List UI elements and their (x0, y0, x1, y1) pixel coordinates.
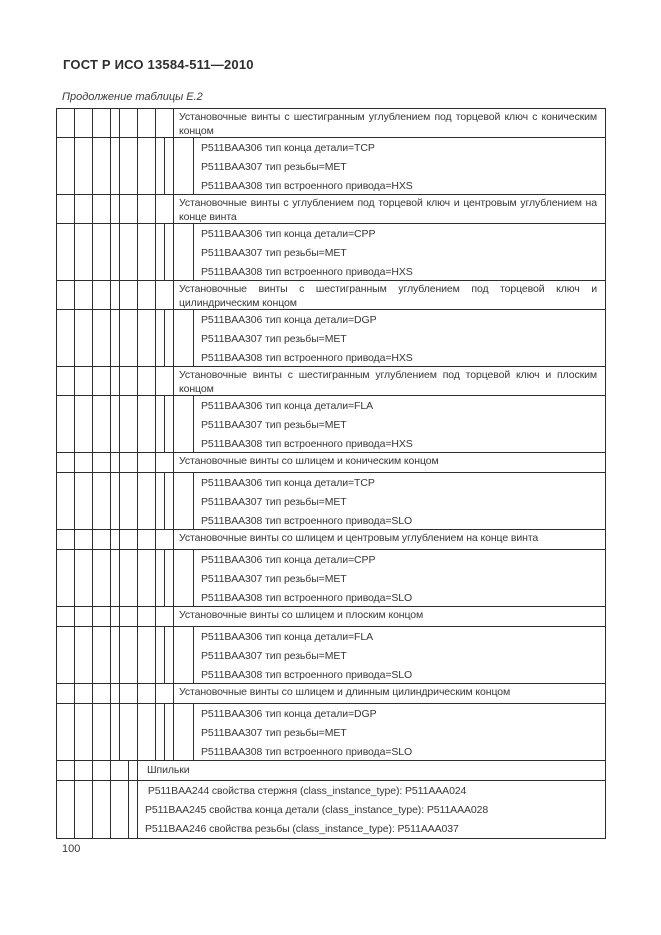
section-row-studs (57, 761, 605, 781)
indent-cell (156, 453, 174, 472)
group-header-row (57, 530, 605, 550)
property-line: P511BAA307 тип резьбы=MET (201, 419, 347, 431)
indent-cell (138, 473, 156, 529)
indent-cell (111, 224, 120, 280)
property-line: P511BAA306 тип конца детали=TCP (201, 142, 375, 154)
indent-cell (120, 607, 138, 626)
indent-cell (93, 224, 111, 280)
indent-cell (120, 627, 138, 683)
property-line: P511BAA307 тип резьбы=MET (201, 496, 347, 508)
indent-cell (174, 310, 194, 366)
indent-cell (57, 704, 75, 760)
indent-cell (93, 781, 111, 838)
group-details-row (57, 138, 605, 195)
property-line: P511BAA306 тип конца детали=DGP (201, 314, 377, 326)
group-details-row (57, 627, 605, 684)
indent-cell (57, 684, 75, 703)
property-line: P511BAA308 тип встроенного привода=SLO (201, 669, 413, 681)
indent-cell (165, 550, 174, 606)
indent-cell (75, 138, 93, 194)
indent-cell (111, 195, 120, 223)
indent-cell (111, 310, 120, 366)
indent-cell (111, 704, 120, 760)
group-header-text: Установочные винты со шлицем и длинным цилиндрическим концом (179, 686, 511, 698)
indent-cell (174, 396, 194, 452)
group-details-cell (194, 138, 605, 194)
indent-cell (57, 310, 75, 366)
indent-cell (93, 704, 111, 760)
indent-cell (138, 684, 156, 703)
indent-cell (75, 396, 93, 452)
indent-cell (57, 530, 75, 549)
indent-cell (111, 453, 120, 472)
indent-cell (93, 367, 111, 395)
group-details-row (57, 224, 605, 281)
indent-cell (120, 310, 138, 366)
indent-cell (156, 138, 165, 194)
indent-cell (174, 550, 194, 606)
indent-cell (111, 530, 120, 549)
indent-cell (138, 109, 156, 137)
table-caption: Продолжение таблицы Е.2 (62, 91, 203, 103)
indent-cell (93, 453, 111, 472)
indent-cell (174, 224, 194, 280)
indent-cell (93, 530, 111, 549)
indent-cell (156, 396, 165, 452)
property-line: P511BAA306 тип конца детали=CPP (201, 554, 376, 566)
indent-cell (93, 761, 111, 780)
indent-cell (111, 367, 120, 395)
property-line: P511BAA307 тип резьбы=MET (201, 161, 347, 173)
indent-cell (75, 224, 93, 280)
indent-cell (93, 607, 111, 626)
group-header-row (57, 367, 605, 396)
indent-cell (165, 704, 174, 760)
indent-cell (138, 396, 156, 452)
indent-cell (120, 684, 138, 703)
group-details-cell (194, 627, 605, 683)
property-line: P511BAA306 тип конца детали=FLA (201, 400, 374, 412)
group-details-cell (194, 224, 605, 280)
indent-cell (174, 473, 194, 529)
indent-cell (111, 627, 120, 683)
properties-row (57, 781, 605, 838)
indent-cell (156, 684, 174, 703)
indent-cell (93, 550, 111, 606)
group-details-cell (194, 396, 605, 452)
indent-cell (75, 281, 93, 309)
indent-cell (138, 138, 156, 194)
indent-cell (138, 281, 156, 309)
indent-cell (165, 138, 174, 194)
indent-cell (138, 550, 156, 606)
group-details-cell (194, 550, 605, 606)
indent-cell (138, 224, 156, 280)
property-line: P511BAA308 тип встроенного привода=SLO (201, 515, 413, 527)
group-details-cell (194, 310, 605, 366)
indent-cell (75, 704, 93, 760)
property-line: P511BAA308 тип встроенного привода=SLO (201, 746, 413, 758)
property-line: P511BAA307 тип резьбы=MET (201, 650, 347, 662)
indent-cell (156, 607, 174, 626)
property-line: P511BAA306 тип конца детали=FLA (201, 631, 374, 643)
indent-cell (75, 550, 93, 606)
indent-cell (75, 195, 93, 223)
indent-cell (156, 550, 165, 606)
property-line: P511BAA308 тип встроенного привода=HXS (201, 352, 413, 364)
indent-cell (75, 109, 93, 137)
indent-cell (111, 761, 129, 780)
indent-cell (120, 530, 138, 549)
indent-cell (93, 627, 111, 683)
indent-cell (111, 684, 120, 703)
property-line: P511BAA307 тип резьбы=MET (201, 333, 347, 345)
page-number: 100 (62, 843, 81, 855)
indent-cell (57, 195, 75, 223)
indent-cell (93, 109, 111, 137)
indent-cell (138, 607, 156, 626)
indent-cell (120, 453, 138, 472)
property-line: P511BAA307 тип резьбы=MET (201, 247, 347, 259)
indent-cell (57, 473, 75, 529)
indent-cell (120, 704, 138, 760)
group-details-row (57, 396, 605, 453)
indent-cell (156, 627, 165, 683)
group-header-text: Установочные винты со шлицем и плоским концом (179, 609, 424, 621)
indent-cell (93, 138, 111, 194)
indent-cell (156, 109, 174, 137)
property-line: P511BAA306 тип конца детали=DGP (201, 708, 377, 720)
property-line: P511BAA245 свойства конца детали (class_instance_type): P511AAA028 (145, 804, 489, 816)
indent-cell (156, 310, 165, 366)
indent-cell (57, 281, 75, 309)
group-header-row (57, 607, 605, 627)
indent-cell (138, 453, 156, 472)
indent-cell (93, 195, 111, 223)
indent-cell (174, 138, 194, 194)
group-header-row (57, 684, 605, 704)
indent-cell (75, 684, 93, 703)
indent-cell (57, 550, 75, 606)
indent-cell (120, 138, 138, 194)
group-header-text: Установочные винты с углублением под торцевой ключ и центровым углублением на конце винта (179, 197, 597, 223)
indent-cell (174, 627, 194, 683)
indent-cell (174, 704, 194, 760)
property-line: P511BAA308 тип встроенного привода=HXS (201, 180, 413, 192)
property-line: P511BAA307 тип резьбы=MET (201, 573, 347, 585)
indent-cell (57, 396, 75, 452)
table (56, 108, 606, 839)
indent-cell (75, 473, 93, 529)
indent-cell (120, 396, 138, 452)
indent-cell (138, 627, 156, 683)
indent-cell (111, 473, 120, 529)
indent-cell (75, 453, 93, 472)
indent-cell (120, 224, 138, 280)
indent-cell (57, 761, 75, 780)
indent-cell (75, 781, 93, 838)
group-header-row (57, 281, 605, 310)
indent-cell (120, 281, 138, 309)
property-line: P511BAA244 свойства стержня (class_instance_type): P511AAA024 (145, 785, 467, 797)
indent-cell (111, 550, 120, 606)
group-details-row (57, 704, 605, 761)
group-details-row (57, 310, 605, 367)
indent-cell (75, 761, 93, 780)
indent-cell (165, 224, 174, 280)
indent-cell (93, 281, 111, 309)
indent-cell (120, 195, 138, 223)
indent-cell (75, 607, 93, 626)
group-details-cell (194, 473, 605, 529)
indent-cell (156, 530, 174, 549)
indent-cell (57, 627, 75, 683)
group-header-text: Установочные винты со шлицем и центровым углублением на конце винта (179, 532, 539, 544)
indent-cell (93, 684, 111, 703)
indent-cell (57, 109, 75, 137)
indent-cell (138, 704, 156, 760)
indent-cell (111, 607, 120, 626)
indent-cell (93, 310, 111, 366)
indent-cell (165, 310, 174, 366)
indent-cell (111, 109, 120, 137)
property-line: P511BAA308 тип встроенного привода=HXS (201, 266, 413, 278)
indent-cell (120, 473, 138, 529)
group-header-row (57, 109, 605, 138)
indent-cell (93, 473, 111, 529)
indent-cell (75, 627, 93, 683)
indent-cell (75, 310, 93, 366)
group-header-text: Установочные винты с шестигранным углублением под торцевой ключ и цилиндрическим концом (179, 283, 597, 309)
indent-cell (75, 367, 93, 395)
indent-cell (138, 310, 156, 366)
indent-cell (57, 453, 75, 472)
group-header-row (57, 195, 605, 224)
group-header-text: Установочные винты с шестигранным углублением под торцевой ключ с коническим концом (179, 111, 597, 137)
indent-cell (120, 367, 138, 395)
document-header: ГОСТ Р ИСО 13584-511—2010 (63, 57, 254, 72)
indent-cell (156, 367, 174, 395)
indent-cell (165, 627, 174, 683)
indent-cell (57, 367, 75, 395)
indent-cell (111, 396, 120, 452)
indent-cell (138, 195, 156, 223)
indent-cell (57, 781, 75, 838)
indent-cell (165, 396, 174, 452)
group-header-text: Установочные винты со шлицем и коническим концом (179, 455, 439, 467)
property-line: P511BAA307 тип резьбы=MET (201, 727, 347, 739)
group-details-row (57, 550, 605, 607)
indent-cell (120, 109, 138, 137)
group-header-row (57, 453, 605, 473)
property-line: P511BAA308 тип встроенного привода=HXS (201, 438, 413, 450)
indent-cell (165, 473, 174, 529)
indent-cell (129, 761, 138, 780)
property-line: P511BAA306 тип конца детали=CPP (201, 228, 376, 240)
indent-cell (156, 704, 165, 760)
indent-cell (156, 473, 165, 529)
indent-cell (57, 138, 75, 194)
indent-cell (111, 781, 129, 838)
indent-cell (138, 530, 156, 549)
indent-cell (57, 224, 75, 280)
indent-cell (156, 281, 174, 309)
indent-cell (156, 224, 165, 280)
indent-cell (129, 781, 138, 838)
group-details-cell (194, 704, 605, 760)
property-line: P511BAA308 тип встроенного привода=SLO (201, 592, 413, 604)
indent-cell (111, 281, 120, 309)
indent-cell (111, 138, 120, 194)
indent-cell (57, 607, 75, 626)
indent-cell (120, 550, 138, 606)
group-details-row (57, 473, 605, 530)
section-title-studs: Шпильки (147, 764, 190, 776)
studs-properties-cell (138, 781, 605, 838)
indent-cell (93, 396, 111, 452)
indent-cell (75, 530, 93, 549)
indent-cell (156, 195, 174, 223)
property-line: P511BAA306 тип конца детали=TCP (201, 477, 375, 489)
indent-cell (138, 367, 156, 395)
property-line: P511BAA246 свойства резьбы (class_instance_type): P511AAA037 (145, 823, 459, 835)
group-header-text: Установочные винты с шестигранным углублением под торцевой ключ и плоским концом (179, 369, 597, 395)
